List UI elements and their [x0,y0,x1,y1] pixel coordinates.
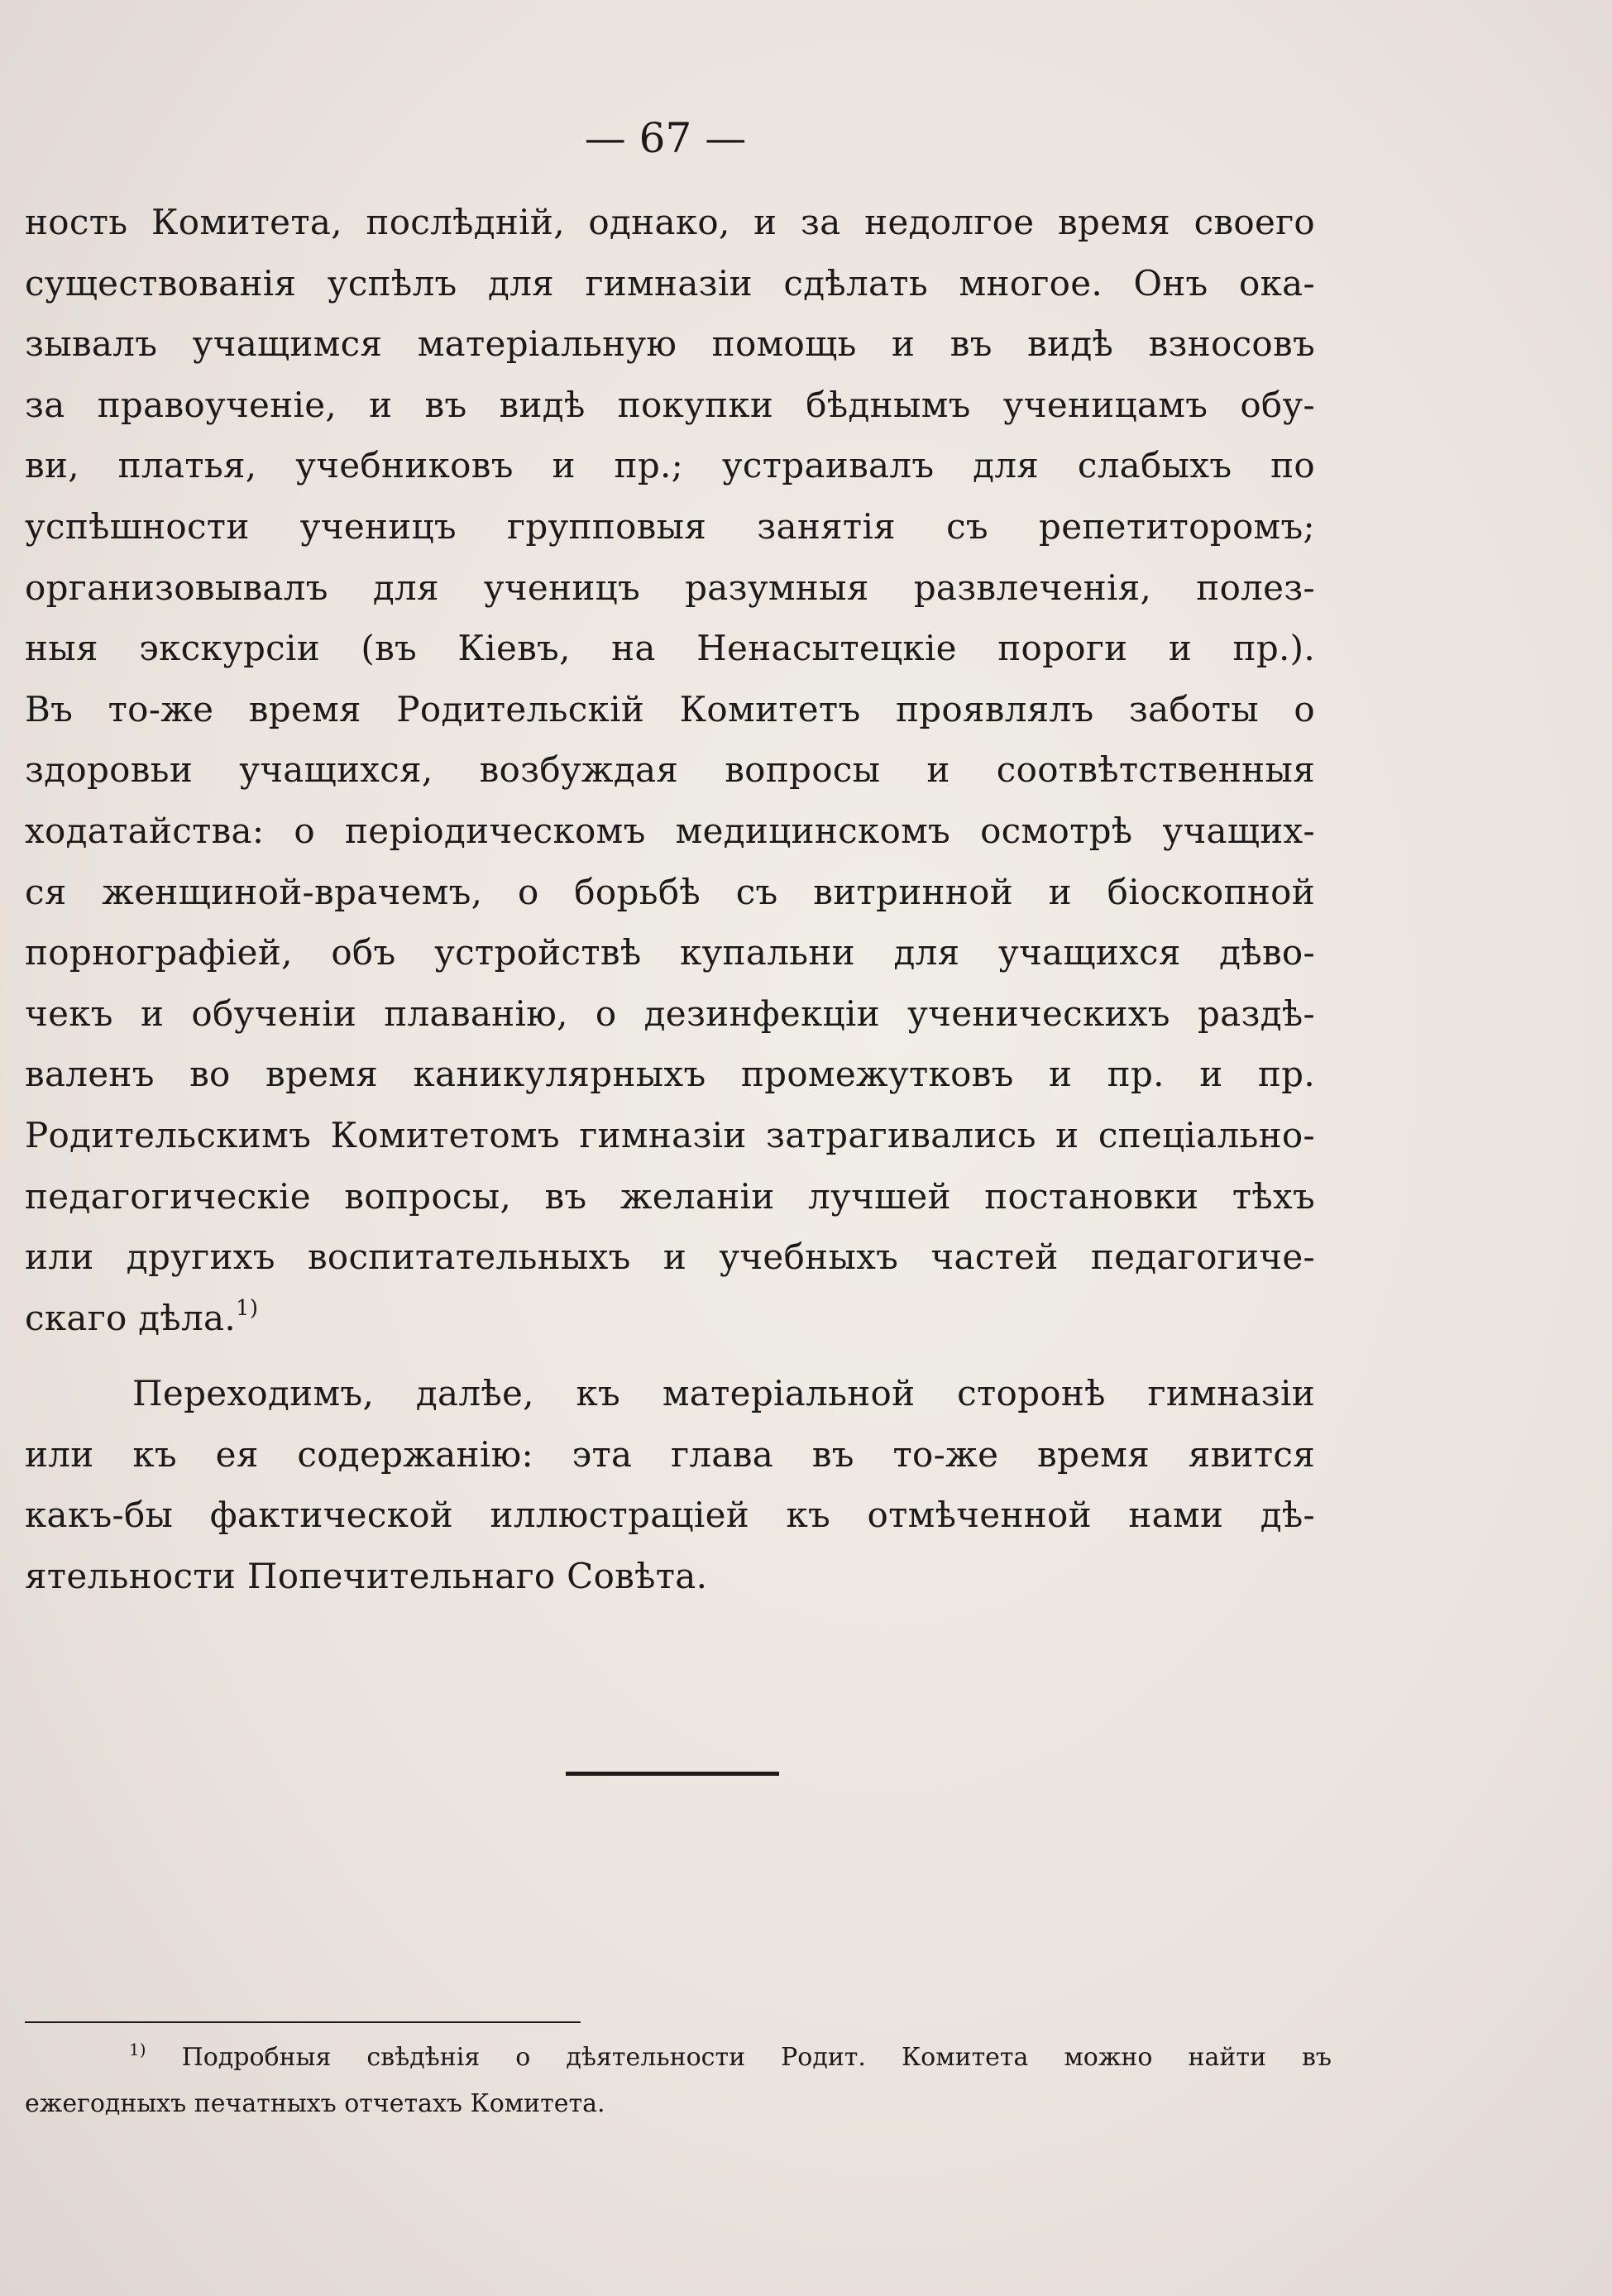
text-line: ся женщиной-врачемъ, о борьбѣ съ витринной и біоскопной [25,871,1315,912]
text-line: валенъ во время каникулярныхъ промежутковъ и пр. и пр. [25,1054,1315,1095]
text-line: ходатайства: о періодическомъ медицинскомъ осмотрѣ учащих- [25,810,1315,851]
text-line: какъ-бы фактической иллюстраціей къ отмѣченной нами дѣ- [25,1495,1315,1536]
text-line: успѣшности ученицъ групповыя занятія съ репетиторомъ; [25,505,1315,547]
text-line: чекъ и обученіи плаванію, о дезинфекціи ученическихъ раздѣ- [25,993,1315,1034]
text-line: Переходимъ, далѣе, къ матеріальной сторонѣ гимназіи [132,1373,1315,1414]
text-line: ныя экскурсіи (въ Кіевъ, на Ненасытецкіе пороги и пр.). [25,628,1315,669]
text-line-last [25,1288,1315,1349]
footnote-text: Подробныя свѣдѣнія о дѣятельности Родит. Комитета можно найти въ [181,2043,1332,2072]
body-text [25,192,1315,1607]
text-line: Въ то-же время Родительскій Комитетъ проявлялъ заботы о [25,688,1315,729]
text-line: зывалъ учащимся матеріальную помощь и въ видѣ взносовъ [25,323,1315,365]
footnote-marker: 1) [129,2040,146,2059]
paragraph-1 [25,192,1315,1348]
text-line: педагогическіе вопросы, въ желаніи лучшей постановки тѣхъ [25,1175,1315,1217]
text-line: существованія успѣлъ для гимназіи сдѣлать многое. Онъ ока- [25,262,1315,304]
paragraph-2 [25,1363,1315,1606]
text-line-content: скаго дѣла. [25,1297,237,1338]
text-line-last: ятельности Попечительнаго Совѣта. [25,1556,708,1597]
text-line: организовывалъ для ученицъ разумныя развлеченія, полез- [25,567,1315,608]
footnote-reference[interactable]: 1) [236,1295,259,1321]
text-line: Родительскимъ Комитетомъ гимназіи затрагивались и спеціально- [25,1114,1315,1155]
text-line: порнографіей, объ устройствѣ купальни для учащихся дѣво- [25,932,1315,973]
text-line: или другихъ воспитательныхъ и учебныхъ частей педагогиче- [25,1236,1315,1278]
footnote [25,2035,1332,2127]
footnote-line [25,2035,1332,2081]
text-line: или къ ея содержанію: эта глава въ то-же время явится [25,1433,1315,1475]
text-line: ви, платья, учебниковъ и пр.; устраивалъ для слабыхъ по [25,445,1315,486]
text-line: ность Комитета, послѣдній, однако, и за недолгое время своего [25,202,1315,242]
section-divider [566,1772,779,1776]
text-line: здоровьи учащихся, возбуждая вопросы и соотвѣтственныя [25,749,1315,791]
footnote-separator [25,2021,581,2023]
footnote-line: ежегодныхъ печатныхъ отчетахъ Комитета. [25,2089,605,2118]
text-line: за правоученіе, и въ видѣ покупки бѣднымъ ученицамъ обу- [25,384,1315,425]
page-number: — 67 — [584,114,747,162]
